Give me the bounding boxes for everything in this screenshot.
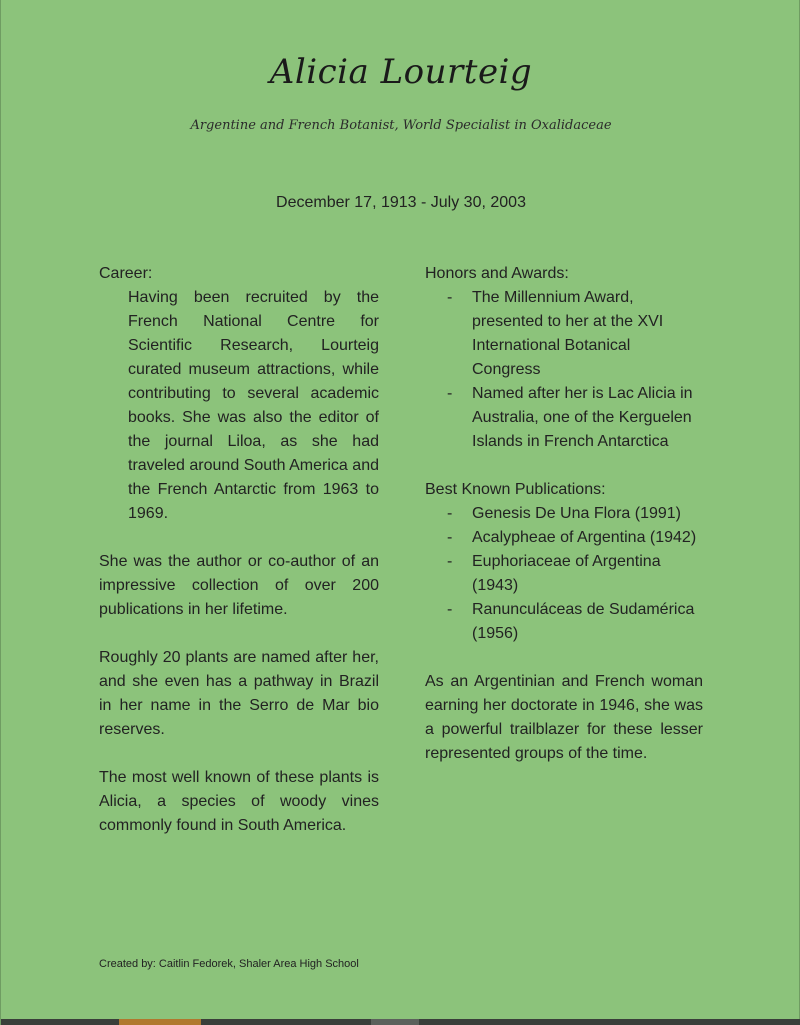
honor-text: Named after her is Lac Alicia in Australia, one of the Kerguelen Islands in French Antarctica bbox=[472, 385, 693, 450]
right-column bbox=[425, 262, 703, 766]
list-item bbox=[425, 382, 703, 454]
list-item bbox=[425, 526, 703, 550]
page-title: Alicia Lourteig bbox=[269, 52, 533, 92]
bottom-bar-divider bbox=[371, 1019, 419, 1025]
publications-list bbox=[425, 502, 703, 646]
honors-heading: Honors and Awards: bbox=[425, 265, 569, 282]
plants-named-text: Roughly 20 plants are named after her, and she even has a pathway in Brazil in her name in the Serro de Mar bio reserves. bbox=[99, 649, 379, 738]
dash-bullet: - bbox=[447, 289, 453, 306]
list-item bbox=[425, 550, 703, 598]
page-subtitle: Argentine and French Botanist, World Specialist in Oxalidaceae bbox=[190, 118, 612, 133]
list-item bbox=[425, 502, 703, 526]
bottom-bar-accent bbox=[119, 1019, 201, 1025]
list-item bbox=[425, 598, 703, 646]
closing-text: As an Argentinian and French woman earning her doctorate in 1946, she was a powerful trailblazer for these lesser represented groups of the time. bbox=[425, 673, 703, 762]
career-text: Having been recruited by the French National Centre for Scientific Research, Lourteig curated museum attractions, while contributing to several academic books. She was also the editor of the journal Liloa, as she had traveled around South America and the French Antarctic from 1963 to 1969. bbox=[128, 289, 379, 522]
footer-credit: Created by: Caitlin Fedorek, Shaler Area High School bbox=[99, 958, 359, 970]
dash-bullet: - bbox=[447, 601, 453, 618]
bottom-bar bbox=[1, 1019, 800, 1025]
publications-count-text: She was the author or co-author of an impressive collection of over 200 publications in her lifetime. bbox=[99, 553, 379, 618]
honor-text: The Millennium Award, presented to her at the XVI International Botanical Congress bbox=[472, 289, 664, 378]
publications-heading: Best Known Publications: bbox=[425, 481, 606, 498]
list-item bbox=[425, 286, 703, 382]
dash-bullet: - bbox=[447, 553, 453, 570]
alicia-plant-text: The most well known of these plants is Alicia, a species of woody vines commonly found in South America. bbox=[99, 769, 379, 834]
dash-bullet: - bbox=[447, 529, 453, 546]
dash-bullet: - bbox=[447, 505, 453, 522]
dash-bullet: - bbox=[447, 385, 453, 402]
publication-text: Euphoriaceae of Argentina (1943) bbox=[472, 553, 661, 594]
career-heading: Career: bbox=[99, 265, 153, 282]
honors-list bbox=[425, 286, 703, 454]
publication-text: Ranunculáceas de Sudamérica (1956) bbox=[472, 601, 695, 642]
publication-text: Genesis De Una Flora (1991) bbox=[472, 505, 681, 522]
publication-text: Acalypheae of Argentina (1942) bbox=[472, 529, 697, 546]
left-column bbox=[99, 262, 379, 838]
life-dates: December 17, 1913 - July 30, 2003 bbox=[276, 194, 526, 211]
